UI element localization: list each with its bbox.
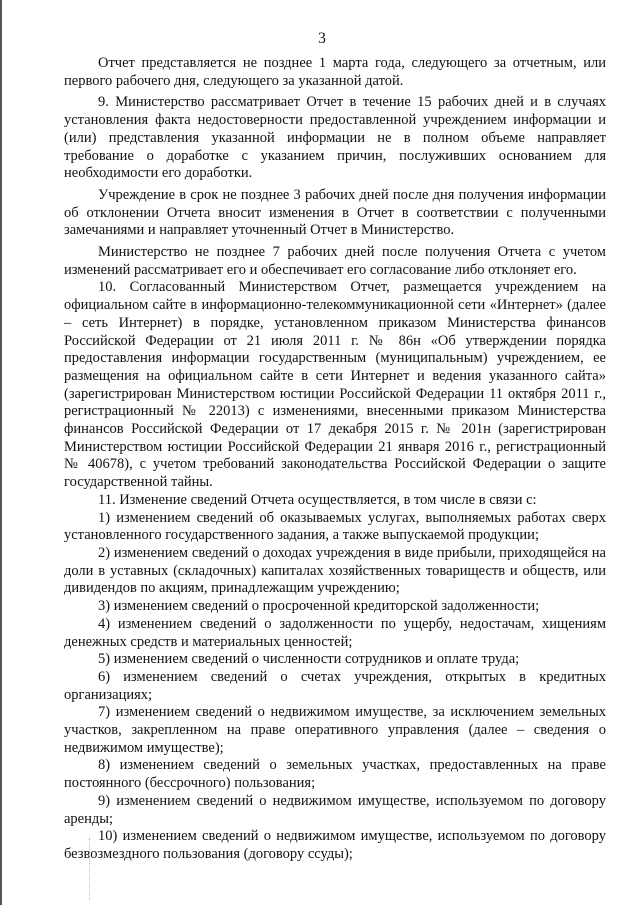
list-item-3: 3) изменением сведений о просроченной кредиторской задолженности; <box>98 598 540 615</box>
list-item-8: 8) изменением сведений о земельных участках, предоставленных на праве постоянного (бессрочного) пользования; <box>64 757 606 792</box>
paragraph-ministry-approval: Министерство не позднее 7 рабочих дней после получения Отчета с учетом изменений рассматривает его и обеспечивает его согласование либо отклоняет его. <box>64 244 606 278</box>
page-number: 3 <box>318 30 326 47</box>
document-body <box>64 55 606 864</box>
list-item-4: 4) изменением сведений о задолженности по ущербу, недостачам, хищениям денежных средств и материальных ценностей; <box>64 615 606 650</box>
list-item-2: 2) изменением сведений о доходах учреждения в виде прибыли, приходящейся на доли в уставных (складочных) капиталах хозяйственных товариществ и обществ, или дивидендов по акциям, принадлежащим учреждению; <box>64 544 606 597</box>
paragraph-11-changes: 11. Изменение сведений Отчета осуществляется, в том числе в связи с: <box>98 491 537 508</box>
paragraph-submission-deadline: Отчет представляется не позднее 1 марта года, следующего за отчетным, или первого рабочего дня, следующего за указанной датой. <box>64 55 606 89</box>
scan-margin-line <box>89 838 90 900</box>
list-item-9: 9) изменением сведений о недвижимом имуществе, используемом по договору аренды; <box>64 792 606 827</box>
list-item-7: 7) изменением сведений о недвижимом имуществе, за исключением земельных участков, закрепленном на праве оперативного управления (далее – сведения о недвижимом имуществе); <box>64 704 606 756</box>
paragraph-9-ministry-review: 9. Министерство рассматривает Отчет в течение 15 рабочих дней и в случаях установления факта недостоверности предоставленной учреждением информации и (или) представления указанной информации не в полном объеме направляет требование о доработке с указанием причин, послуживших основанием для необходимости его доработки. <box>64 94 606 182</box>
list-item-1: 1) изменением сведений об оказываемых услугах, выполняемых работах сверх установленного государственного задания, а также выпускаемой продукции; <box>64 509 606 544</box>
list-item-6: 6) изменением сведений о счетах учреждения, открытых в кредитных организациях; <box>64 668 606 703</box>
list-item-10: 10) изменением сведений о недвижимом имуществе, используемом по договору безвозмездного пользования (договору ссуды); <box>64 828 606 862</box>
list-item-5: 5) изменением сведений о численности сотрудников и оплате труда; <box>98 651 520 668</box>
paragraph-institution-corrections: Учреждение в срок не позднее 3 рабочих дней после дня получения информации об отклонении Отчета вносит изменения в Отчет в соответствии с полученными замечаниями и направляет уточненный Отчет в Министерство. <box>64 186 606 239</box>
paragraph-10-publication: 10. Согласованный Министерством Отчет, размещается учреждением на официальном сайте в информационно-телекоммуникационной сети «Интернет» (далее – сеть Интернет) в порядке, установленном приказом Министерства финансов Российской Федерации от 21 июля 2011 г. № 86н «Об утверждении порядка предоставления информации государственным (муниципальным) учреждением, ее размещения на официальном сайте в сети Интернет и ведения указанного сайта» (зарегистрирован Министерством юстиции Российской Федерации 11 октября 2011 г., регистрационный № 22013) с изменениями, внесенными приказом Министерства финансов Российской Федерации от 17 декабря 2015 г. № 201н (зарегистрирован Министерством юстиции Российской Федерации 21 января 2016 г., регистрационный № 40678), с учетом требований законодательства Российской Федерации о защите государственной тайны. <box>64 279 606 491</box>
